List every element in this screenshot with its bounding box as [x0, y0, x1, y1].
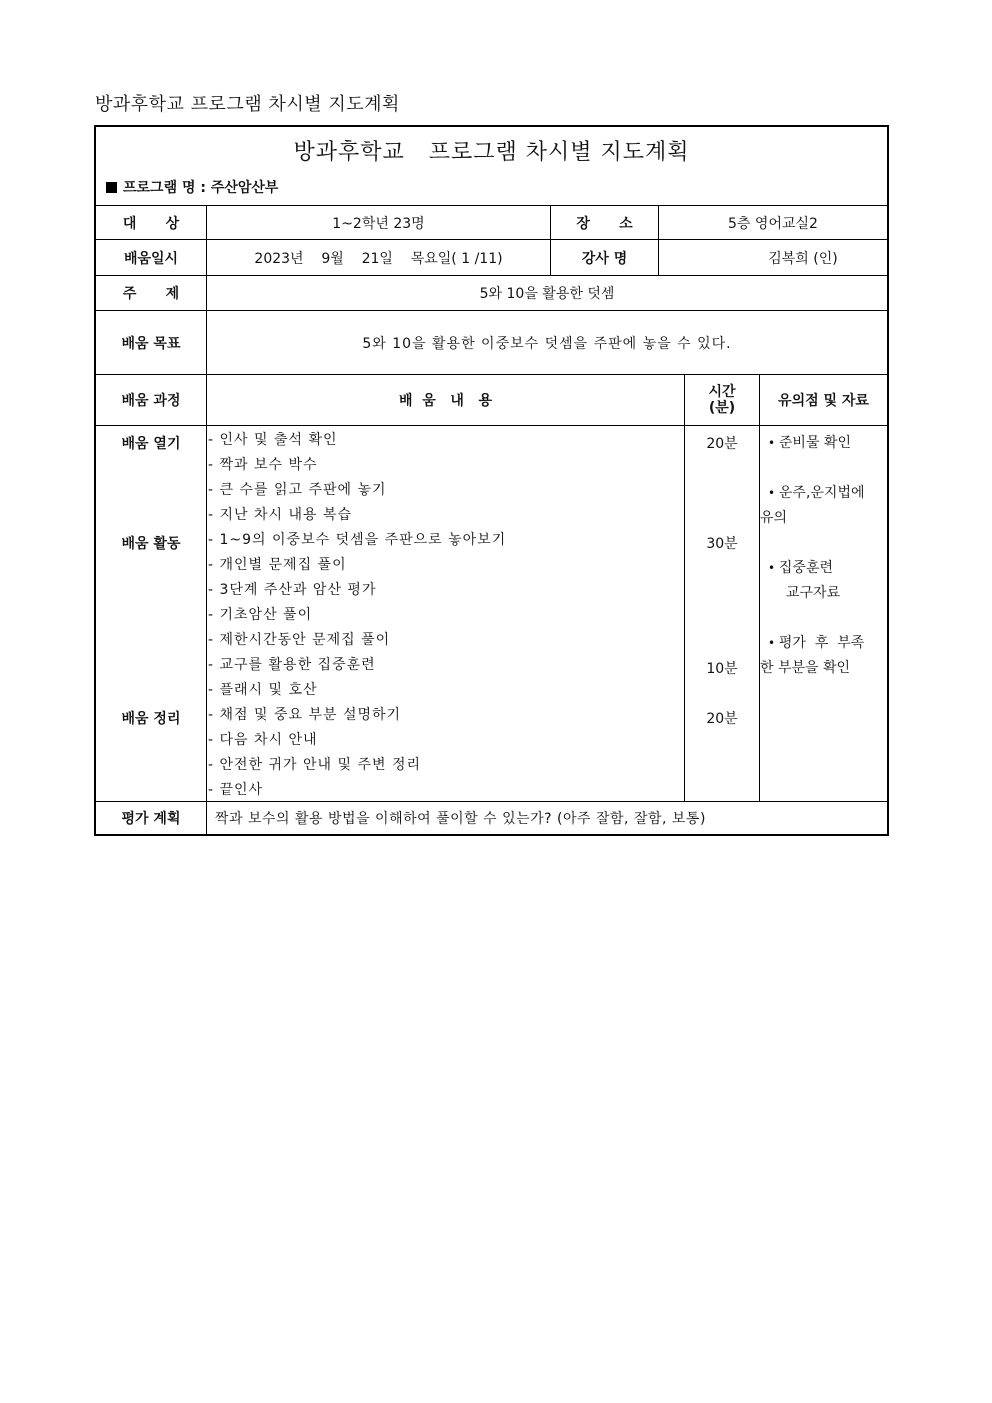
- teacher-label: 강사 명: [581, 250, 628, 267]
- list-item: - 교구를 활용한 집중훈련: [208, 657, 376, 673]
- stage-opening: 배움 열기: [121, 436, 181, 452]
- note-4-cont: 한 부분을 확인: [760, 660, 851, 676]
- list-item: - 1~9의 이중보수 덧셈을 주판으로 놓아보기: [208, 532, 507, 548]
- date-value: 2023년 9월 21일 목요일( 1 /11): [254, 250, 503, 267]
- list-item: - 개인별 문제집 풀이: [208, 557, 347, 573]
- bullet-icon: •: [768, 436, 779, 450]
- note-1: [768, 431, 894, 456]
- title-area: [96, 127, 887, 206]
- topic-label: 주 제: [122, 286, 180, 302]
- bullet-icon: •: [768, 561, 779, 575]
- place-value: 5층 영어교실2: [728, 215, 818, 232]
- time-header: 시간 (분): [708, 384, 736, 416]
- notes-header: 유의점 및 자료: [778, 393, 869, 409]
- list-item: - 짝과 보수 박수: [208, 457, 318, 473]
- note-2-cont: 유의: [760, 510, 788, 526]
- program-name-text: 프로그램 명 : 주산암산부: [123, 180, 279, 196]
- program-name: [106, 177, 278, 197]
- content-header: 배 움 내 용: [398, 393, 493, 409]
- date-label: 배움일시: [123, 250, 179, 267]
- minutes-training: 10분: [706, 661, 738, 677]
- page-title: 방과후학교 프로그램 차시별 지도계획: [293, 140, 690, 165]
- stage-activity: 배움 활동: [121, 536, 181, 552]
- goal-label: 배움 목표: [121, 335, 181, 352]
- list-item: - 제한시간동안 문제집 풀이: [208, 632, 391, 648]
- minutes-closing: 20분: [706, 711, 738, 727]
- lesson-plan-table: [94, 125, 889, 836]
- bullet-icon: •: [768, 486, 779, 500]
- stage-closing: 배움 정리: [121, 711, 181, 727]
- topic-value: 5와 10을 활용한 덧셈: [479, 286, 615, 302]
- list-item: - 끝인사: [208, 782, 264, 798]
- list-item: - 플래시 및 호산: [208, 682, 318, 698]
- list-item: - 기초암산 풀이: [208, 607, 313, 623]
- content-list: [208, 428, 506, 803]
- note-4-text: 평가 후 부족: [778, 635, 865, 651]
- process-header: 배움 과정: [121, 393, 181, 409]
- note-2-text: 운주,운지법에: [778, 485, 865, 501]
- list-item: - 지난 차시 내용 복습: [208, 507, 353, 523]
- note-3-text: 집중훈련: [778, 560, 834, 576]
- evaluation-value: 짝과 보수의 활용 방법을 이해하여 풀이할 수 있는가? (아주 잘함, 잘함, 보통): [215, 811, 706, 827]
- list-item: - 인사 및 출석 확인: [208, 432, 338, 448]
- list-item: - 큰 수를 읽고 주판에 놓기: [208, 482, 387, 498]
- note-2: [768, 481, 894, 506]
- note-4: [768, 631, 894, 656]
- bullet-icon: •: [768, 636, 779, 650]
- list-item: - 채점 및 중요 부분 설명하기: [208, 707, 402, 723]
- list-item: - 3단계 주산과 암산 평가: [208, 582, 377, 598]
- note-3-cont: 교구자료: [786, 585, 841, 601]
- list-item: - 안전한 귀가 안내 및 주변 정리: [208, 757, 422, 773]
- teacher-value: 김복희 (인): [768, 250, 838, 267]
- list-item: - 다음 차시 안내: [208, 732, 318, 748]
- evaluation-label: 평가 계획: [121, 811, 181, 827]
- square-bullet-icon: [106, 182, 117, 193]
- minutes-activity: 30분: [706, 536, 738, 552]
- document-header: 방과후학교 프로그램 차시별 지도계획: [95, 94, 400, 115]
- note-1-text: 준비물 확인: [778, 435, 851, 451]
- goal-value: 5와 10을 활용한 이중보수 덧셈을 주판에 놓을 수 있다.: [362, 335, 732, 352]
- note-3: [768, 556, 894, 581]
- target-value: 1~2학년 23명: [332, 215, 425, 232]
- minutes-opening: 20분: [706, 436, 738, 452]
- target-label: 대 상: [122, 215, 180, 232]
- place-label: 장 소: [576, 215, 633, 232]
